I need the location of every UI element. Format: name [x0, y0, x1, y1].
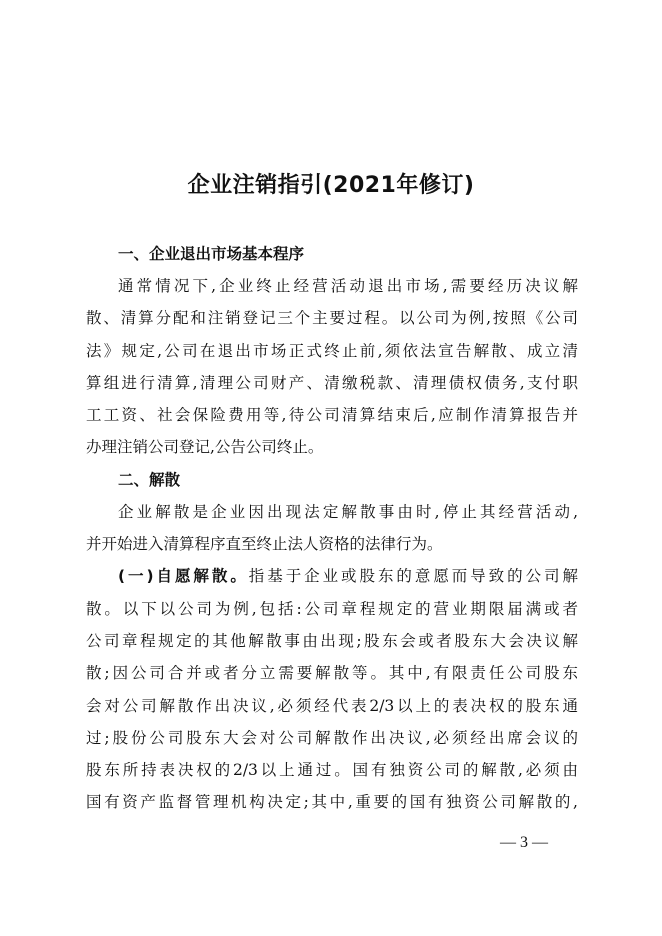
paragraph-line: 办理注销公司登记,公告公司终止。 [86, 438, 324, 457]
section-heading-exit-procedure: 一、企业退出市场基本程序 [118, 245, 305, 263]
page-number: — 3 — [500, 834, 548, 851]
paragraph-exit-procedure [86, 270, 578, 464]
paragraph-line: 并开始进入清算程序直至终止法人资格的法律行为。 [86, 535, 443, 554]
paragraph-line: 过;股份公司股东大会对公司解散作出决议,必须经出席会议的 [86, 728, 578, 747]
subsection-heading-voluntary-dissolution: (一)自愿解散。 [118, 567, 249, 586]
paragraph-line: 法》规定,公司在退出市场正式终止前,须依法宣告解散、成立清 [86, 341, 578, 360]
paragraph-line: 国有资产监督管理机构决定;其中,重要的国有独资公司解散的, [86, 793, 578, 812]
paragraph-voluntary-dissolution [86, 560, 578, 818]
paragraph-line: 通常情况下,企业终止经营活动退出市场,需要经历决议解 [118, 277, 578, 295]
paragraph-line: 股东所持表决权的2/3以上通过。国有独资公司的解散,必须由 [86, 761, 578, 780]
section-heading-dissolution: 二、解散 [118, 470, 181, 489]
paragraph-line: 散;因公司合并或者分立需要解散等。其中,有限责任公司股东 [86, 664, 578, 683]
document-title: 企业注销指引(2021年修订) [187, 173, 475, 198]
paragraph-dissolution [86, 496, 578, 561]
paragraph-line: 散、清算分配和注销登记三个主要过程。以公司为例,按照《公司 [86, 309, 578, 328]
paragraph-line: 散。以下以公司为例,包括:公司章程规定的营业期限届满或者 [86, 599, 578, 618]
paragraph-line: 企业解散是企业因出现法定解散事由时,停止其经营活动, [118, 502, 578, 521]
document-body [86, 238, 578, 819]
paragraph-line: 会对公司解散作出决议,必须经代表2/3以上的表决权的股东通 [86, 696, 578, 715]
paragraph-line [86, 560, 578, 592]
paragraph-line: 工工资、社会保险费用等,待公司清算结束后,应制作清算报告并 [86, 406, 578, 425]
paragraph-line: 算组进行清算,清理公司财产、清缴税款、清理债权债务,支付职 [86, 373, 578, 392]
paragraph-line: 公司章程规定的其他解散事由出现;股东会或者股东大会决议解 [86, 631, 578, 650]
subsection-first-line-text: 指基于企业或股东的意愿而导致的公司解 [248, 567, 578, 586]
